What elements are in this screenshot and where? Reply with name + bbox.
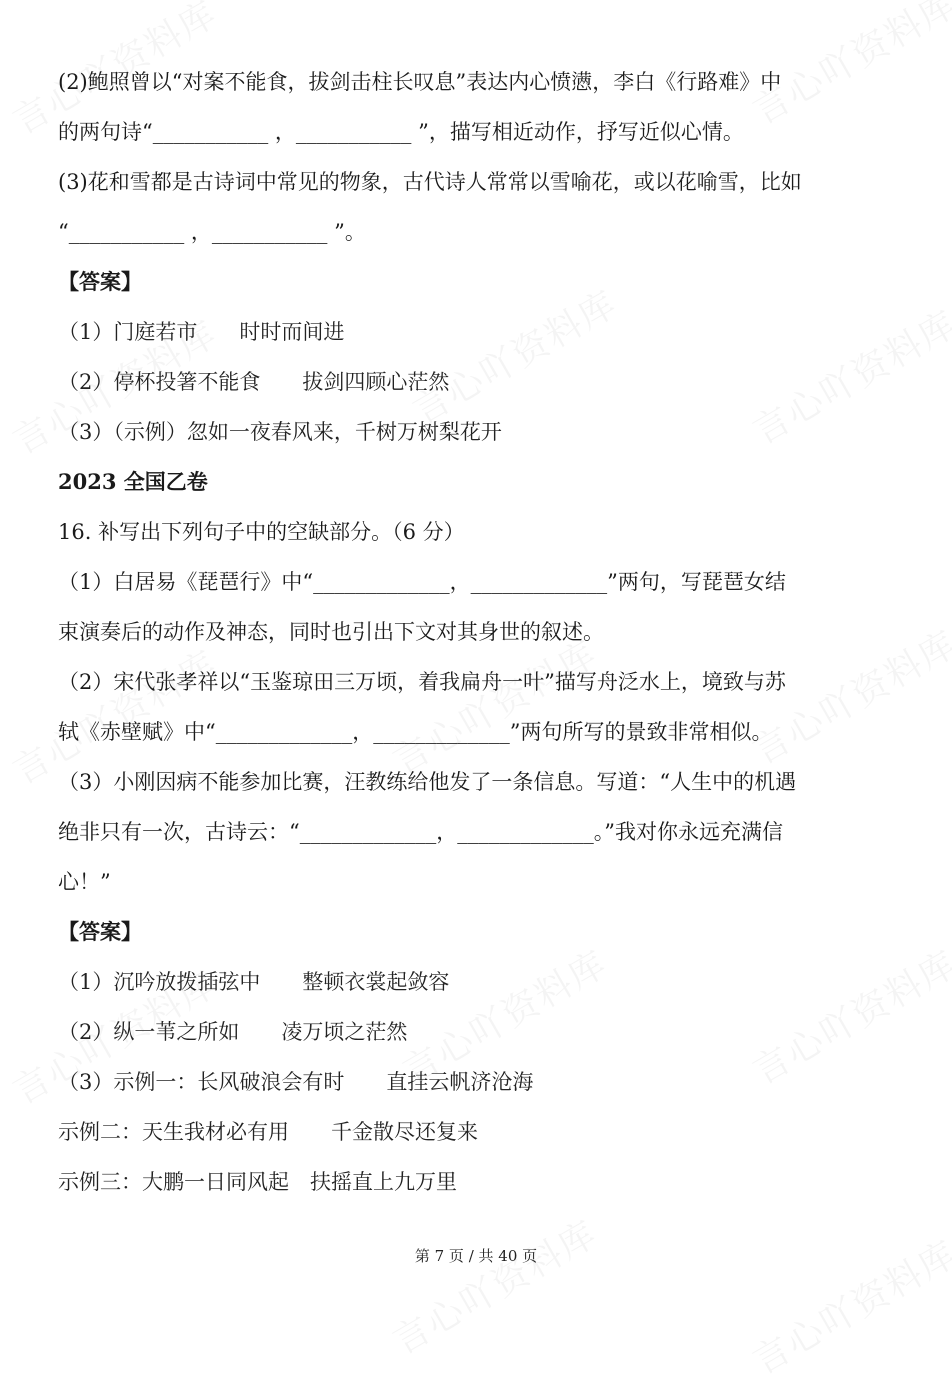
q16-part-3-line-3: 心！” <box>58 870 111 894</box>
question-3-line-2: “___________ ，___________ ”。 <box>58 220 366 244</box>
q16-answer-3-example-1: （3）示例一：长风破浪会有时 直挂云帆济沧海 <box>58 1070 534 1094</box>
watermark-7 <box>383 626 606 784</box>
answer-heading: 【答案】 <box>58 269 142 294</box>
question-2-line-2: 的两句诗“___________ ，___________ ”，描写相近动作，抒写近似心情。 <box>58 120 744 144</box>
question-2-line-1: (2)鲍照曾以“对案不能食，拔剑击柱长叹息”表达内心愤懑，李白《行路难》中 <box>58 70 782 94</box>
section-title: 2023 全国乙卷 <box>58 469 208 494</box>
q16-part-1-line-1: （1）白居易《琵琶行》中“_____________，_____________”两句，写琵琶女结 <box>58 570 786 594</box>
page-footer: 第 7 页 / 共 40 页 <box>414 1247 538 1265</box>
q16-part-2-line-1: （2）宋代张孝祥以“玉鉴琼田三万顷，着我扁舟一叶”描写舟泛水上，境致与苏 <box>58 670 786 694</box>
q16-part-3-line-2: 绝非只有一次，古诗云：“_____________，_____________。”我对你永远充满信 <box>58 820 783 844</box>
answer-2: （2）停杯投箸不能食 拔剑四顾心茫然 <box>58 370 450 394</box>
q16-part-2-line-2: 轼《赤壁赋》中“_____________，_____________”两句所写的景致非常相似。 <box>58 720 773 744</box>
watermark-3 <box>403 276 626 434</box>
q16-answer-3-example-3: 示例三：大鹏一日同风起 扶摇直上九万里 <box>58 1170 457 1194</box>
answer-heading-2: 【答案】 <box>58 919 142 944</box>
answer-3: （3）（示例）忽如一夜春风来，千树万树梨花开 <box>58 420 502 444</box>
watermark-12 <box>383 1206 606 1364</box>
q16-part-3-line-1: （3）小刚因病不能参加比赛，汪教练给他发了一条信息。写道：“人生中的机遇 <box>58 770 797 794</box>
q16-part-1-line-2: 束演奏后的动作及神态，同时也引出下文对其身世的叙述。 <box>58 620 604 644</box>
q16-answer-3-example-2: 示例二：天生我材必有用 千金散尽还复来 <box>58 1120 478 1144</box>
question-16-title: 16. 补写出下列句子中的空缺部分。（6 分） <box>58 520 465 544</box>
q16-answer-2: （2）纵一苇之所如 凌万顷之茫然 <box>58 1020 408 1044</box>
answer-1: （1）门庭若市 时时而间进 <box>58 320 345 344</box>
q16-answer-1: （1）沉吟放拨插弦中 整顿衣裳起敛容 <box>58 970 450 994</box>
question-3-line-1: (3)花和雪都是古诗词中常见的物象，古代诗人常常以雪喻花，或以花喻雪，比如 <box>58 170 802 194</box>
